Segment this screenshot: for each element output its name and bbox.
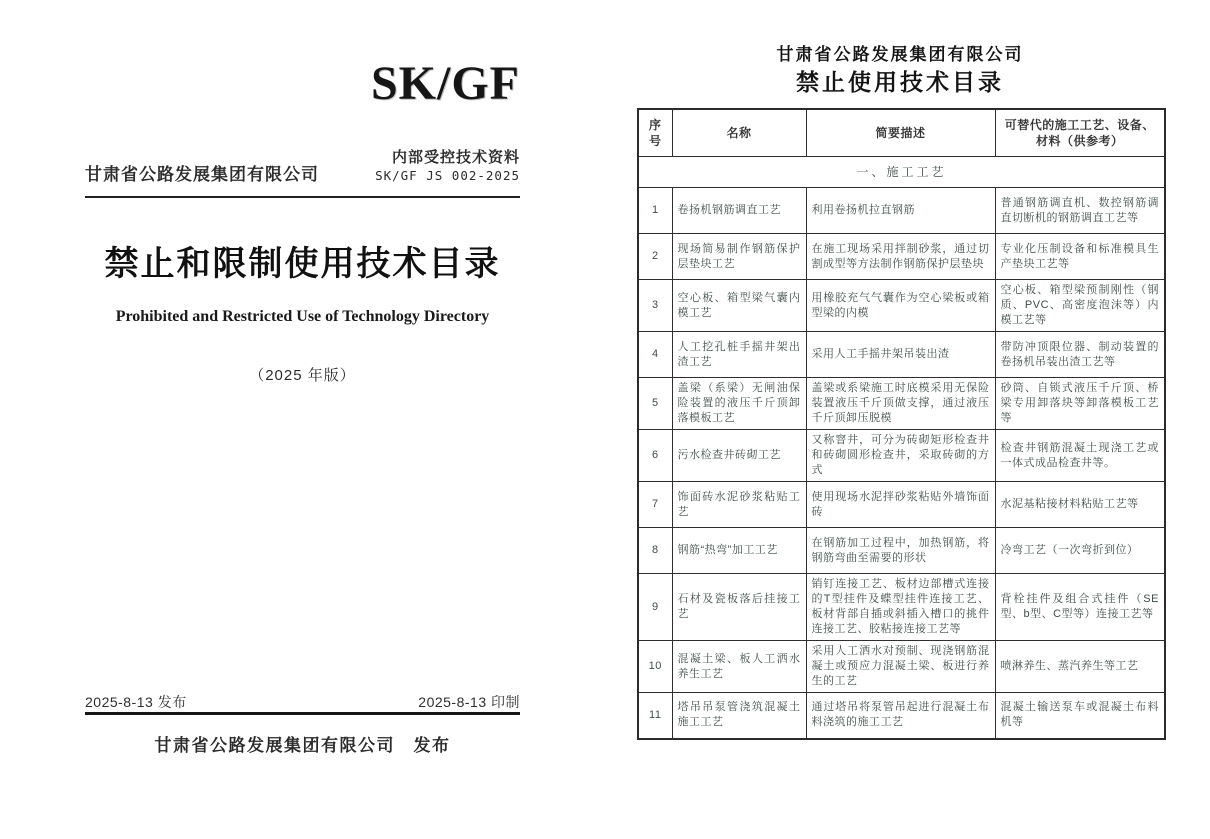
row-number-cell: 4: [638, 332, 672, 378]
row-alternative-cell: 空心板、箱型梁预制刚性（钢质、PVC、高密度泡沫等）内模工艺等: [995, 280, 1165, 332]
column-header-description: 简要描述: [806, 109, 995, 157]
row-number-cell: 6: [638, 430, 672, 482]
row-name-cell: 污水检查井砖砌工艺: [672, 430, 806, 482]
row-name-cell: 石材及瓷板落后挂接工艺: [672, 574, 806, 641]
table-row: [638, 280, 1165, 332]
row-alternative-cell: 背栓挂件及组合式挂件（SE型、b型、C型等）连接工艺等: [995, 574, 1165, 641]
doc-number: SK/GF JS 002-2025: [375, 168, 520, 184]
internal-control-block: [375, 148, 520, 185]
table-header: [638, 109, 1165, 157]
row-description-cell: 销钉连接工艺、板材边部槽式连接的T型挂件及蝶型挂件连接工艺、板材背部自插或斜插入槽口的挑件连接工艺、胶粘接连接工艺等: [806, 574, 995, 641]
table-row: [638, 482, 1165, 528]
row-alternative-cell: 带防冲顶限位器、制动装置的卷扬机吊装出渣工艺等: [995, 332, 1165, 378]
table-body: [638, 188, 1165, 739]
row-alternative-cell: 混凝土输送泵车或混凝土布料机等: [995, 693, 1165, 739]
row-alternative-cell: 普通钢筋调直机、数控钢筋调直切断机的钢筋调直工艺等: [995, 188, 1165, 234]
publisher-line: 甘肃省公路发展集团有限公司 发布: [154, 736, 451, 755]
section-row: [638, 157, 1165, 188]
row-description-cell: 在施工现场采用拌制砂浆，通过切割成型等方法制作钢筋保护层垫块: [806, 234, 995, 280]
doc-code: SK/GF: [370, 57, 520, 110]
row-alternative-cell: 喷淋养生、蒸汽养生等工艺: [995, 641, 1165, 693]
row-description-cell: 又称窨井，可分为砖砌矩形检查井和砖砌圆形检查井，采取砖砌的方式: [806, 430, 995, 482]
cover-title: 禁止和限制使用技术目录: [104, 246, 501, 283]
prohibited-tech-table: [637, 108, 1166, 740]
row-alternative-cell: 砂筒、自锁式液压千斤顶、桥梁专用卸落块等卸落模板工艺等: [995, 378, 1165, 430]
prohibited-tech-table-wrapper: [637, 108, 1164, 740]
row-name-cell: 现场简易制作钢筋保护层垫块工艺: [672, 234, 806, 280]
row-alternative-cell: 水泥基粘接材料粘贴工艺等: [995, 482, 1165, 528]
dates-row: [85, 692, 520, 712]
table-page-title-line1: 甘肃省公路发展集团有限公司: [776, 45, 1024, 64]
row-name-cell: 盖梁（系梁）无闸油保险装置的液压千斤顶卸落模板工艺: [672, 378, 806, 430]
edition-label: （2025 年版）: [249, 367, 356, 384]
column-header-number: 序号: [638, 109, 672, 157]
internal-control-label: 内部受控技术资料: [391, 149, 520, 166]
row-description-cell: 在钢筋加工过程中，加热钢筋，将钢筋弯曲至需要的形状: [806, 528, 995, 574]
row-description-cell: 利用卷扬机拉直钢筋: [806, 188, 995, 234]
row-alternative-cell: 冷弯工艺（一次弯折到位）: [995, 528, 1165, 574]
table-row: [638, 641, 1165, 693]
column-header-alternative: 可替代的施工工艺、设备、材料（供参考）: [995, 109, 1165, 157]
print-date: 2025-8-13 印制: [418, 694, 520, 710]
column-header-name: 名称: [672, 109, 806, 157]
row-number-cell: 3: [638, 280, 672, 332]
row-number-cell: 2: [638, 234, 672, 280]
row-number-cell: 11: [638, 693, 672, 739]
table-row: [638, 693, 1165, 739]
cover-title-english: Prohibited and Restricted Use of Technology Directory: [115, 308, 490, 325]
issue-date: 2025-8-13 发布: [85, 694, 187, 710]
section-title: 一、施工工艺: [638, 157, 1165, 188]
table-header-row: [638, 109, 1165, 157]
bottom-rule: [85, 712, 520, 715]
row-number-cell: 5: [638, 378, 672, 430]
row-name-cell: 钢筋“热弯”加工工艺: [672, 528, 806, 574]
table-row: [638, 188, 1165, 234]
row-number-cell: 10: [638, 641, 672, 693]
row-description-cell: 用橡胶充气气囊作为空心梁板或箱型梁的内模: [806, 280, 995, 332]
table-row: [638, 332, 1165, 378]
table-row: [638, 430, 1165, 482]
row-name-cell: 混凝土梁、板人工洒水养生工艺: [672, 641, 806, 693]
table-row: [638, 528, 1165, 574]
row-number-cell: 8: [638, 528, 672, 574]
row-name-cell: 卷扬机钢筋调直工艺: [672, 188, 806, 234]
row-number-cell: 1: [638, 188, 672, 234]
table-page-title-line2: 禁止使用技术目录: [796, 70, 1004, 95]
row-alternative-cell: 检查井钢筋混凝土现浇工艺或一体式成品检查井等。: [995, 430, 1165, 482]
row-number-cell: 7: [638, 482, 672, 528]
row-alternative-cell: 专业化压制设备和标准模具生产垫块工艺等: [995, 234, 1165, 280]
table-row: [638, 234, 1165, 280]
row-description-cell: 采用人工洒水对预制、现浇钢筋混凝土或预应力混凝土梁、板进行养生的工艺: [806, 641, 995, 693]
table-row: [638, 378, 1165, 430]
row-description-cell: 采用人工手摇井架吊装出渣: [806, 332, 995, 378]
top-rule: [85, 196, 520, 198]
row-name-cell: 人工挖孔桩手摇井架出渣工艺: [672, 332, 806, 378]
row-description-cell: 通过塔吊将泵管吊起进行混凝土布料浇筑的施工工艺: [806, 693, 995, 739]
cover-header: [85, 148, 520, 185]
row-number-cell: 9: [638, 574, 672, 641]
company-name: 甘肃省公路发展集团有限公司: [85, 165, 319, 185]
row-description-cell: 使用现场水泥拌砂浆粘贴外墙饰面砖: [806, 482, 995, 528]
row-description-cell: 盖梁或系梁施工时底模采用无保险装置液压千斤顶做支撑，通过液压千斤顶卸压脱模: [806, 378, 995, 430]
table-row: [638, 574, 1165, 641]
row-name-cell: 饰面砖水泥砂浆粘贴工艺: [672, 482, 806, 528]
row-name-cell: 空心板、箱型梁气囊内模工艺: [672, 280, 806, 332]
row-name-cell: 塔吊吊泵管浇筑混凝土施工工艺: [672, 693, 806, 739]
